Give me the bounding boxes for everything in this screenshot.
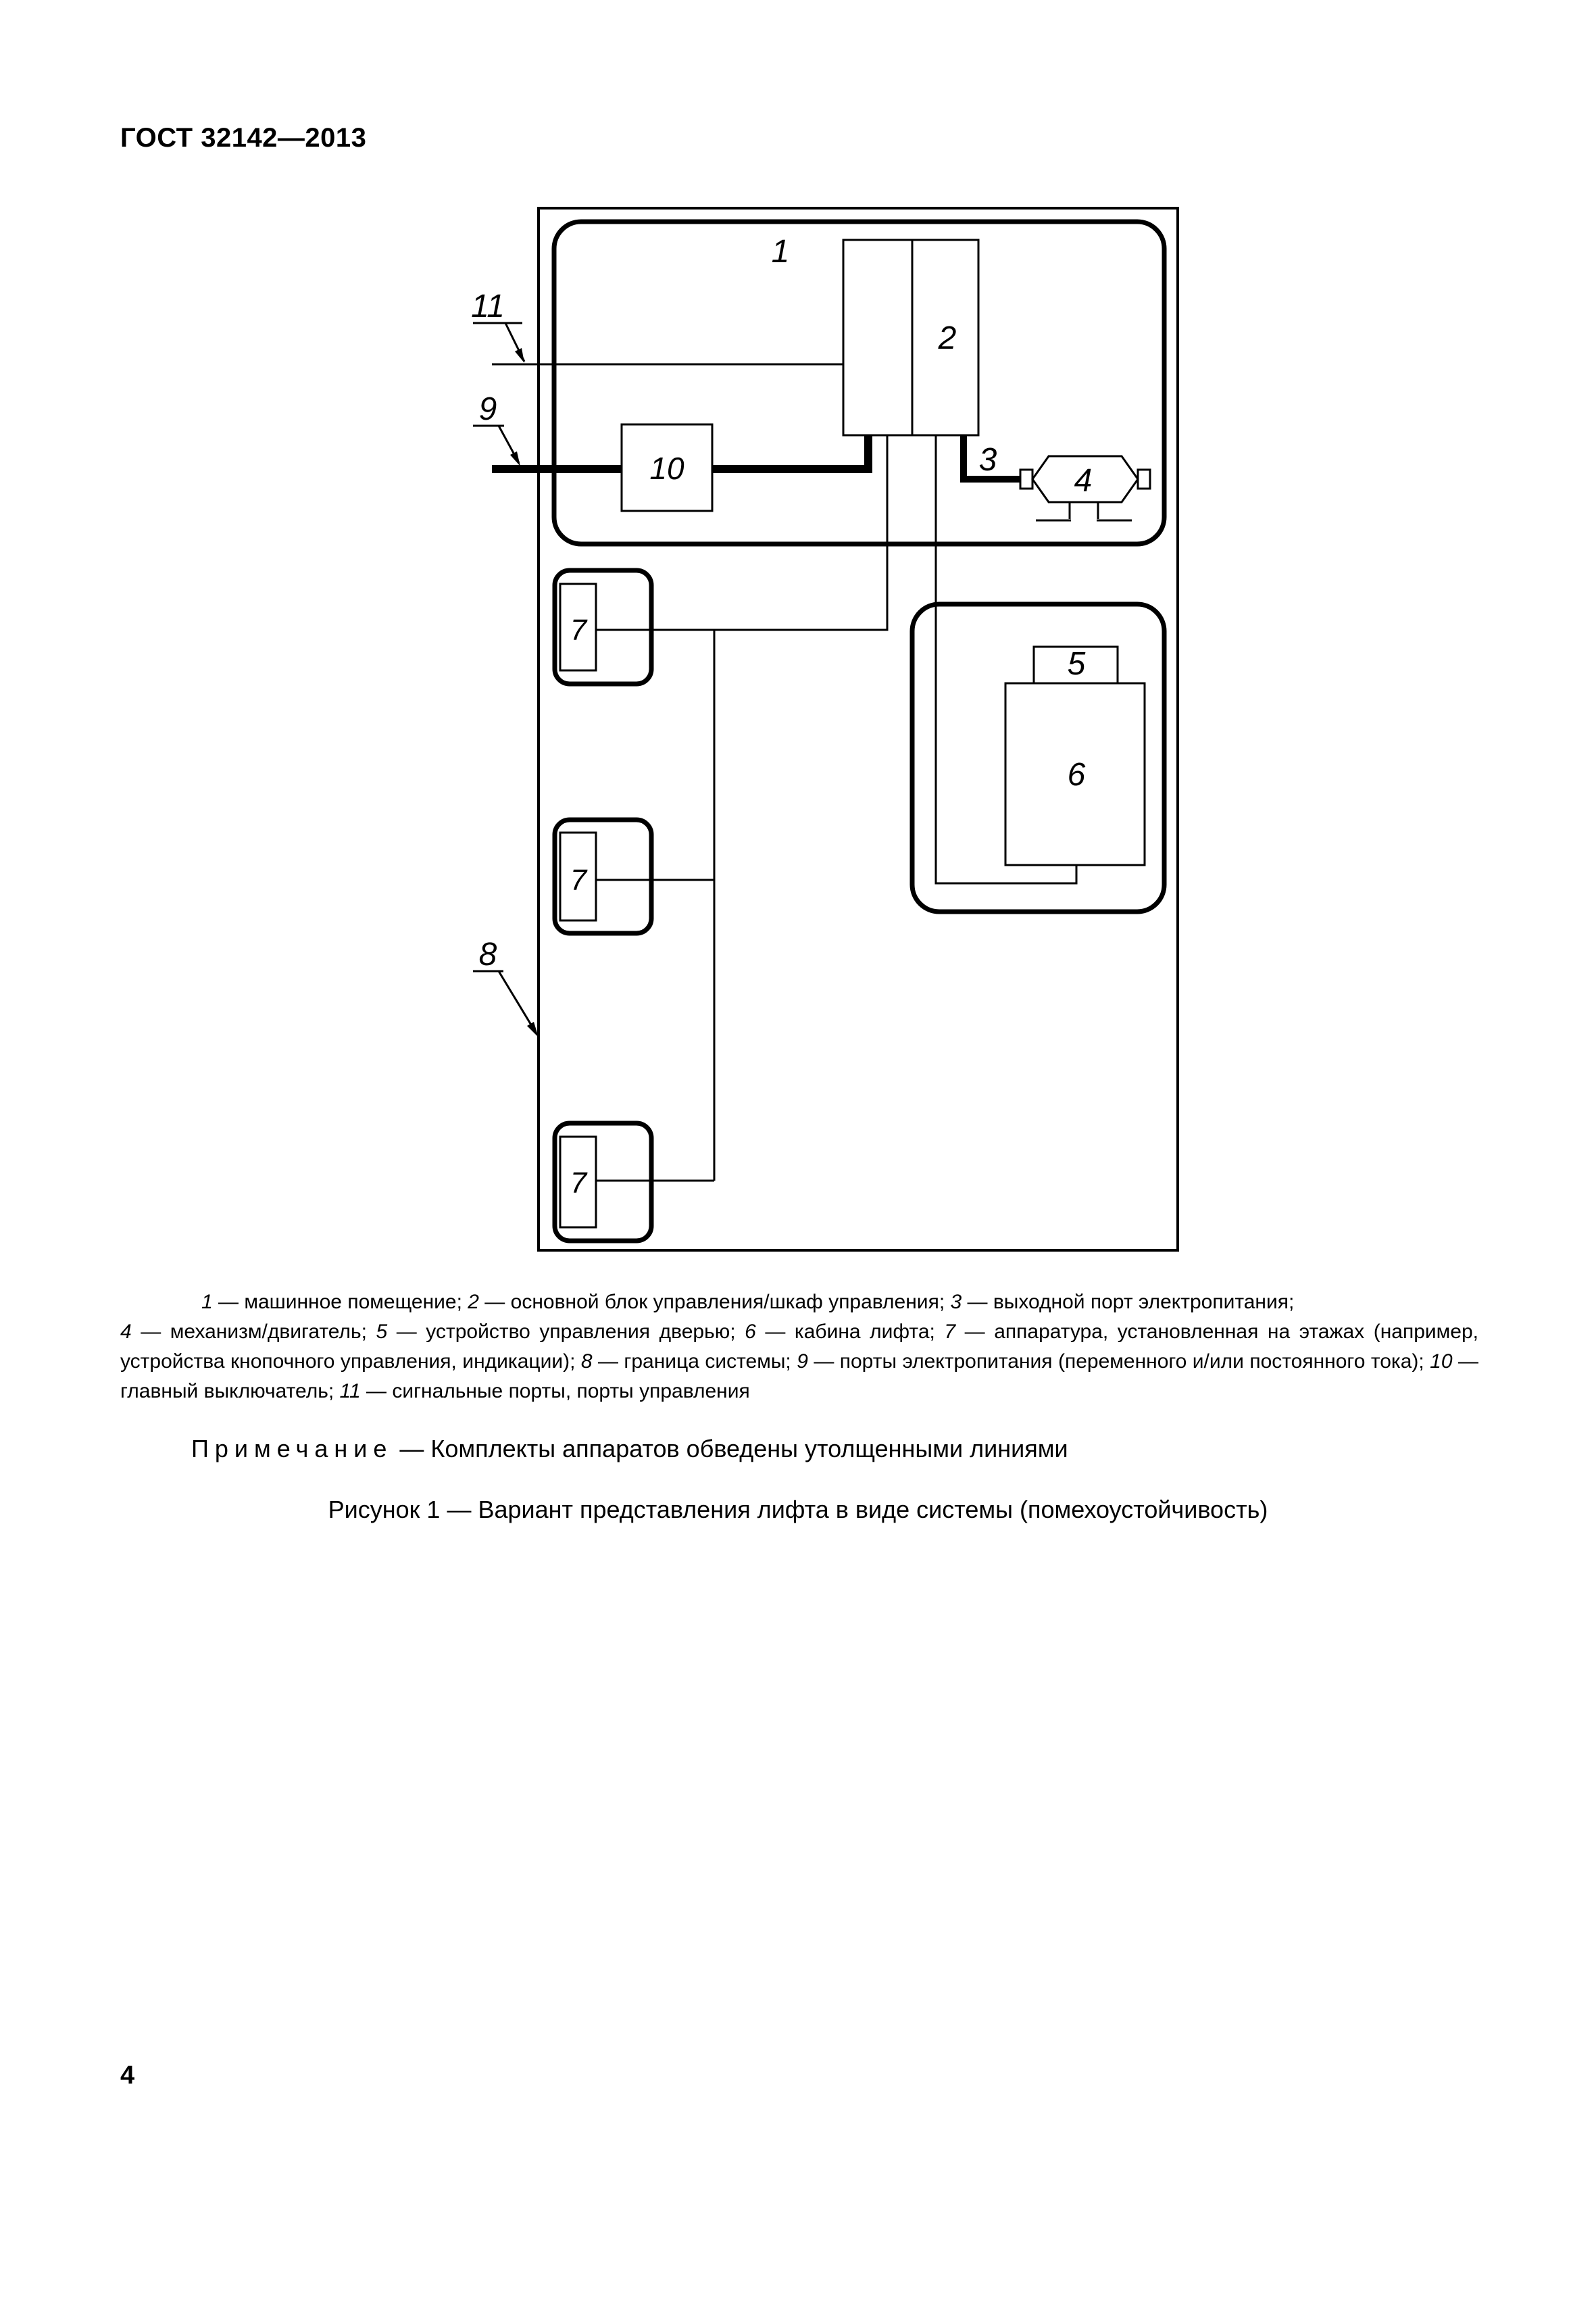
- figure-note: [191, 1435, 1068, 1463]
- legend-text: [120, 1287, 1478, 1317]
- legend-text-3: — выходной порт электропитания;: [962, 1291, 1295, 1313]
- label-7-bottom: 7: [570, 1166, 587, 1200]
- legend-num-7: 7: [944, 1321, 956, 1343]
- label-5: 5: [1067, 646, 1086, 682]
- legend-text-7: — аппаратура, установленная на этажах (например, устройства кнопочного управления, индикации);: [120, 1321, 1478, 1373]
- legend-num-10: 10: [1430, 1350, 1453, 1373]
- label-1: 1: [771, 234, 790, 270]
- legend-num-6: 6: [745, 1321, 756, 1343]
- label-2: 2: [938, 320, 957, 356]
- legend-num-4: 4: [120, 1321, 132, 1343]
- figure-legend: [120, 1287, 1478, 1406]
- legend-text-2: — основной блок управления/шкаф управления;: [478, 1291, 951, 1313]
- label-9: 9: [478, 391, 497, 427]
- label-8: 8: [478, 937, 497, 973]
- label-8-arrow-line: [499, 971, 536, 1033]
- legend-text-4: — механизм/двигатель;: [131, 1321, 376, 1343]
- label-10: 10: [649, 451, 684, 486]
- label-11-arrowhead: [515, 348, 524, 363]
- label-8-arrowhead: [527, 1022, 539, 1037]
- legend-num-5: 5: [376, 1321, 388, 1343]
- legend-num-1: 1: [201, 1291, 213, 1313]
- label-3: 3: [978, 442, 997, 478]
- note-word: Примечание: [191, 1435, 393, 1462]
- control-cabinet: [843, 240, 978, 435]
- legend-text-9: — порты электропитания (переменного и/или постоянного тока);: [807, 1350, 1430, 1373]
- label-4: 4: [1074, 463, 1093, 499]
- page-number: 4: [120, 2061, 135, 2090]
- legend-num-11: 11: [339, 1380, 361, 1402]
- label-7-top: 7: [570, 614, 587, 647]
- legend-text-8: — граница системы;: [592, 1350, 797, 1373]
- label-6: 6: [1067, 757, 1086, 793]
- label-11: 11: [471, 289, 505, 324]
- legend-num-3: 3: [950, 1291, 962, 1313]
- legend-num-9: 9: [797, 1350, 808, 1373]
- legend-num-8: 8: [580, 1350, 593, 1373]
- legend-continued: [120, 1321, 1478, 1402]
- legend-text-11: — сигнальные порты, порты управления: [360, 1380, 750, 1402]
- figure-caption: Рисунок 1 — Вариант представления лифта в виде системы (помехоустойчивость): [328, 1496, 1268, 1523]
- legend-text-10: — главный выключатель;: [120, 1350, 1478, 1402]
- legend-text-1: — машинное помещение;: [212, 1291, 468, 1313]
- note-text: — Комплекты аппаратов обведены утолщенными линиями: [393, 1435, 1068, 1462]
- label-9-arrowhead: [510, 451, 520, 466]
- label-7-middle: 7: [570, 864, 587, 897]
- legend-text-6: — кабина лифта;: [755, 1321, 945, 1343]
- legend-text-5: — устройство управления дверью;: [387, 1321, 745, 1343]
- legend-num-2: 2: [468, 1291, 479, 1313]
- document-header: ГОСТ 32142—2013: [120, 123, 367, 153]
